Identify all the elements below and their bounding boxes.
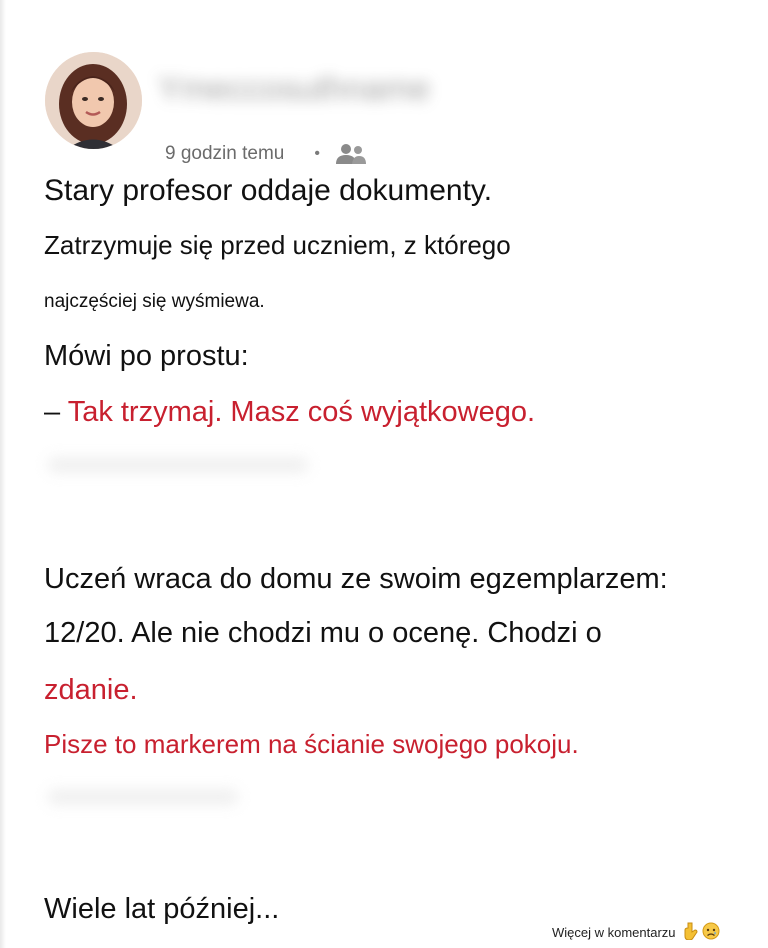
post-meta bbox=[165, 142, 368, 166]
avatar-photo bbox=[45, 52, 142, 149]
post-line-3: najczęściej się wyśmiewa. bbox=[44, 291, 265, 312]
author-name-blurred[interactable]: Ymeccosuthname bbox=[158, 70, 431, 108]
blurred-region bbox=[48, 458, 308, 472]
post-line-7: 12/20. Ale nie chodzi mu o ocenę. Chodzi o bbox=[44, 617, 602, 649]
more-in-comments-hint[interactable] bbox=[552, 922, 720, 943]
blurred-region-2 bbox=[48, 790, 238, 804]
meta-separator: • bbox=[314, 145, 320, 162]
author-avatar[interactable] bbox=[45, 52, 142, 149]
professor-quote: Tak trzymaj. Masz coś wyjątkowego. bbox=[67, 396, 536, 428]
left-edge-shadow bbox=[0, 0, 6, 948]
comment-hint-text: Więcej w komentarzu bbox=[552, 925, 676, 940]
post-line-4: Mówi po prostu: bbox=[44, 340, 249, 372]
post-line-9: Pisze to markerem na ścianie swojego pokoju. bbox=[44, 729, 579, 759]
sad-face-icon bbox=[702, 922, 720, 943]
quote-dash: – bbox=[44, 396, 61, 428]
friends-icon[interactable] bbox=[334, 142, 368, 166]
post-line-5 bbox=[44, 396, 535, 429]
post-line-8: zdanie. bbox=[44, 674, 138, 706]
pointing-down-hand-icon bbox=[684, 922, 700, 943]
post-timestamp[interactable]: 9 godzin temu bbox=[165, 143, 285, 164]
post-line-6: Uczeń wraca do domu ze swoim egzemplarzem: bbox=[44, 563, 668, 595]
post-line-10: Wiele lat później... bbox=[44, 893, 280, 925]
post-line-2: Zatrzymuje się przed uczniem, z którego bbox=[44, 230, 511, 260]
post-line-1: Stary profesor oddaje dokumenty. bbox=[44, 174, 493, 207]
